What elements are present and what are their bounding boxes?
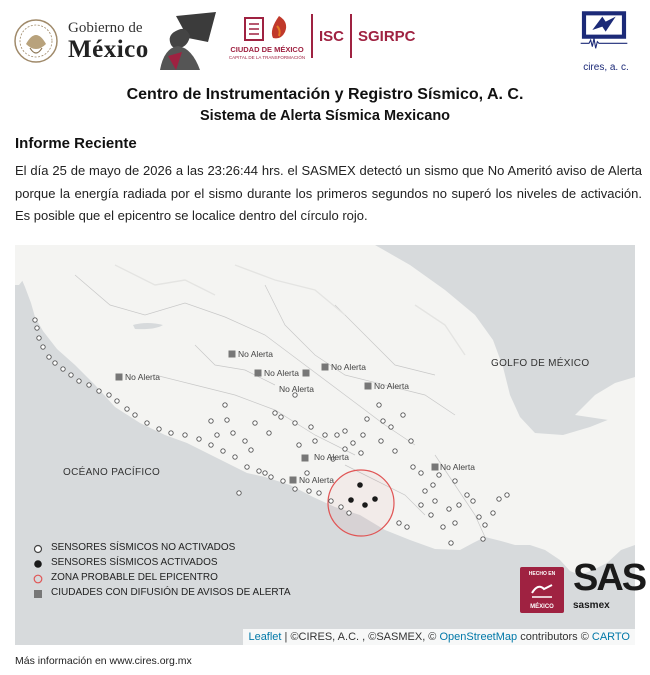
sensor-not-activated[interactable] [249,448,253,452]
filled-circle-icon [33,559,43,569]
sensor-activated[interactable] [357,482,363,488]
city-label: No Alerta [331,362,366,372]
sensor-not-activated[interactable] [365,417,369,421]
city-label: No Alerta [125,372,160,382]
sensor-not-activated[interactable] [41,345,45,349]
city-marker[interactable] [229,351,236,358]
sensor-not-activated[interactable] [209,443,213,447]
sensor-not-activated[interactable] [441,525,445,529]
sgirpc-label: SGIRPC [358,28,416,45]
isc-label: ISC [319,28,345,45]
gobierno-de-mexico-logo [12,12,212,72]
sensor-not-activated[interactable] [215,433,219,437]
page-subtitle: Sistema de Alerta Sísmica Mexicano [199,108,451,124]
sensor-not-activated[interactable] [307,489,311,493]
sensor-not-activated[interactable] [377,403,381,407]
sensor-not-activated[interactable] [269,475,273,479]
sensor-not-activated[interactable] [411,465,415,469]
sensor-not-activated[interactable] [317,491,321,495]
sensor-not-activated[interactable] [309,425,313,429]
footer-info: Más información en www.cires.org.mx [15,655,192,667]
sas-letters: SAS [573,557,646,599]
sensor-not-activated[interactable] [329,499,333,503]
land-mainland [15,245,635,575]
carto-link[interactable]: CARTO [591,631,630,643]
label-pacific-ocean: OCÉANO PACÍFICO [63,467,161,478]
city-label: No Alerta [314,452,349,462]
sensor-not-activated[interactable] [225,418,229,422]
page-titles [0,84,650,126]
seismic-map[interactable]: GOLFO DE MÉXICO OCÉANO PACÍFICO No Alerta No Alerta No Alerta No Alerta No Alerta No Alerta No Alerta No Alerta No Alerta SENSORES SÍSMICOS NO ACTIVADOS SENSORES SÍSMICOS ACTIVADOS ZONA PROBABLE DEL EPICENTRO CIUDADES CON DIFUSIÓN DE AVISOS DE ALERTA HECHO EN MÉXICO SAS sasmex Leaflet | ©CIRES, A.C. , ©SASMEX, © OpenStreetMap contributors © CARTO [15,245,635,645]
sensor-not-activated[interactable] [423,489,427,493]
city-marker[interactable] [116,374,123,381]
sensor-not-activated[interactable] [197,437,201,441]
sensor-not-activated[interactable] [457,503,461,507]
sensor-not-activated[interactable] [133,413,137,417]
gobierno-line1: Gobierno de [68,20,143,36]
cdmx-logo [227,12,312,67]
sensor-not-activated[interactable] [381,419,385,423]
cdmx-line1: CIUDAD DE MÉXICO [230,45,304,54]
sensor-not-activated[interactable] [313,439,317,443]
sensor-not-activated[interactable] [253,421,257,425]
sensor-not-activated[interactable] [33,318,37,322]
sensor-not-activated[interactable] [431,483,435,487]
sensor-not-activated[interactable] [263,471,267,475]
city-marker[interactable] [255,370,262,377]
sensor-not-activated[interactable] [477,515,481,519]
sensor-not-activated[interactable] [379,439,383,443]
sensor-not-activated[interactable] [481,537,485,541]
sensor-not-activated[interactable] [157,427,161,431]
sensor-not-activated[interactable] [453,521,457,525]
sensor-not-activated[interactable] [183,433,187,437]
sensor-not-activated[interactable] [77,379,81,383]
sensor-not-activated[interactable] [505,493,509,497]
sensor-not-activated[interactable] [323,433,327,437]
sasmex-word: sasmex [573,600,610,611]
sensor-not-activated[interactable] [245,465,249,469]
city-marker[interactable] [322,364,329,371]
sensor-not-activated[interactable] [115,399,119,403]
city-label: No Alerta [279,384,314,394]
sensor-not-activated[interactable] [257,469,261,473]
sensor-not-activated[interactable] [483,523,487,527]
cdmx-emblem-icon [241,14,297,42]
cires-label: cires, a. c. [583,62,629,73]
open-circle-icon [33,544,43,554]
map-attribution: Leaflet | ©CIRES, A.C. , ©SASMEX, © OpenStreetMap contributors © CARTO [243,629,635,645]
gray-square-icon [33,589,43,599]
flag-figure-icon [148,12,218,70]
sensor-not-activated[interactable] [53,361,57,365]
hecho-en-mexico-badge: HECHO EN MÉXICO [520,567,564,613]
epicenter-zone [328,470,394,536]
sensor-not-activated[interactable] [409,439,413,443]
sensor-not-activated[interactable] [169,431,173,435]
sensor-activated[interactable] [348,497,354,503]
sensor-not-activated[interactable] [61,367,65,371]
sensor-activated[interactable] [362,502,368,508]
sensor-not-activated[interactable] [433,499,437,503]
label-gulf-of-mexico: GOLFO DE MÉXICO [491,358,590,369]
header-divider [350,14,352,58]
city-marker[interactable] [432,464,439,471]
page-title: Centro de Instrumentación y Registro Sísmico, A. C. [126,86,524,103]
sensor-not-activated[interactable] [237,491,241,495]
sensor-not-activated[interactable] [221,449,225,453]
sensor-not-activated[interactable] [351,441,355,445]
sensor-not-activated[interactable] [69,373,73,377]
sensor-not-activated[interactable] [145,421,149,425]
sensor-not-activated[interactable] [491,511,495,515]
sensor-not-activated[interactable] [97,389,101,393]
sensor-not-activated[interactable] [87,383,91,387]
sensor-not-activated[interactable] [125,407,129,411]
sensor-not-activated[interactable] [343,429,347,433]
red-circle-icon [33,574,43,584]
sensor-not-activated[interactable] [47,355,51,359]
sensor-not-activated[interactable] [419,503,423,507]
sensor-not-activated[interactable] [361,433,365,437]
sensor-not-activated[interactable] [281,479,285,483]
sensor-not-activated[interactable] [405,525,409,529]
city-label: No Alerta [440,462,475,472]
report-heading: Informe Reciente [15,135,137,152]
sensor-not-activated[interactable] [401,413,405,417]
leaflet-link[interactable]: Leaflet [248,631,282,643]
sensor-not-activated[interactable] [347,511,351,515]
city-marker[interactable] [303,370,310,377]
sensor-not-activated[interactable] [447,507,451,511]
sensor-not-activated[interactable] [293,421,297,425]
sensor-not-activated[interactable] [37,336,41,340]
sensor-not-activated[interactable] [343,447,347,451]
cdmx-line2: CAPITAL DE LA TRANSFORMACIÓN [228,55,306,60]
header-divider [311,14,313,58]
sensor-not-activated[interactable] [419,471,423,475]
city-marker[interactable] [302,455,309,462]
sensor-not-activated[interactable] [389,425,393,429]
sensor-not-activated[interactable] [267,431,271,435]
sensor-not-activated[interactable] [397,521,401,525]
sensor-not-activated[interactable] [233,455,237,459]
sensor-activated[interactable] [372,496,378,502]
sensor-not-activated[interactable] [339,505,343,509]
osm-link[interactable]: OpenStreetMap [439,631,518,643]
sensor-not-activated[interactable] [335,433,339,437]
city-marker[interactable] [290,477,297,484]
sensor-not-activated[interactable] [437,473,441,477]
sensor-not-activated[interactable] [223,403,227,407]
sensor-not-activated[interactable] [231,431,235,435]
city-label: No Alerta [299,475,334,485]
cires-logo [574,10,638,76]
city-label: No Alerta [238,349,273,359]
sensor-not-activated[interactable] [293,487,297,491]
cires-emblem-icon [576,10,632,50]
sensor-not-activated[interactable] [465,493,469,497]
sensor-not-activated[interactable] [393,449,397,453]
report-text: El día 25 de mayo de 2026 a las 23:26:44 hrs. el SASMEX detectó un sismo que No Ameritó aviso de Alerta porque la energía radiada por el sismo durante los primeros segundos no superó los niveles de activación. Es posible que el epicentro se localice dentro del círculo rojo. [15,163,642,223]
sensor-not-activated[interactable] [35,326,39,330]
hands-icon [530,579,554,601]
sensor-not-activated[interactable] [359,451,363,455]
sensor-not-activated[interactable] [471,499,475,503]
sensor-not-activated[interactable] [273,411,277,415]
header [0,0,650,80]
sensor-not-activated[interactable] [209,419,213,423]
city-label: No Alerta [264,368,299,378]
sensor-not-activated[interactable] [279,415,283,419]
national-seal-icon [12,14,60,68]
gobierno-line2: México [68,36,149,63]
sensor-not-activated[interactable] [297,443,301,447]
sensor-not-activated[interactable] [453,479,457,483]
sensor-not-activated[interactable] [429,513,433,517]
sensor-not-activated[interactable] [243,439,247,443]
city-marker[interactable] [365,383,372,390]
sensor-not-activated[interactable] [449,541,453,545]
sensor-not-activated[interactable] [497,497,501,501]
land-yucatan [575,377,635,421]
city-label: No Alerta [374,381,409,391]
sasmex-logo [571,557,646,617]
sensor-not-activated[interactable] [107,393,111,397]
